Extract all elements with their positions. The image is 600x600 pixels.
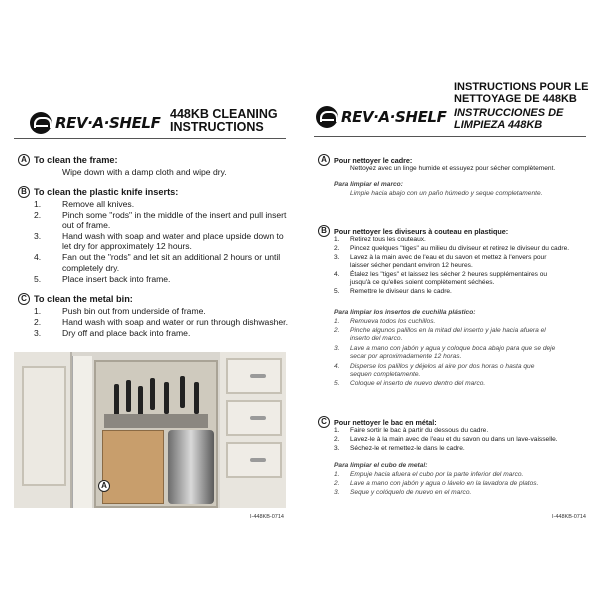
section-subheading-es: Para limpiar el marco:: [334, 181, 403, 188]
page-title-line: 448KB CLEANING: [170, 107, 278, 121]
step-text-es: Seque y colóquelo de nuevo en el marco.: [350, 489, 472, 496]
step-number: 4.: [334, 363, 340, 370]
step-text: Place insert back into frame.: [62, 274, 171, 284]
step-text: Retirez tous les couteaux.: [350, 236, 426, 243]
step-number: 2.: [334, 436, 340, 443]
page-title-fr: [454, 82, 588, 105]
drawer-stack: [220, 352, 286, 508]
step-text: Étalez les "tiges" et laissez les sécher 2 heures supplémentaires ou: [350, 271, 548, 278]
step-number: 1.: [334, 318, 340, 325]
section-badge-a: A: [318, 154, 330, 166]
step-text: jusqu'à ce qu'elles soient complètement séchées.: [350, 279, 495, 286]
cabinet-door-edge: [72, 356, 92, 508]
cabinet-door: [22, 366, 66, 486]
cutting-board: [102, 430, 164, 504]
step-number: 1.: [334, 427, 340, 434]
section-heading: To clean the plastic knife inserts:: [34, 187, 179, 197]
step-number: 3.: [334, 489, 340, 496]
step-text: Remove all knives.: [62, 199, 135, 209]
step-text: Remettre le diviseur dans le cadre.: [350, 288, 452, 295]
step-text-es: inserto del marco.: [350, 335, 403, 342]
french-spanish-page: [300, 0, 600, 600]
step-text: laisser sécher pendant environ 12 heures.: [350, 262, 473, 269]
step-text: Pinch some "rods" in the middle of the insert and pull insert: [62, 210, 287, 220]
logo-mark-icon: [316, 106, 338, 128]
step-number: 5.: [34, 274, 42, 284]
page-title-line: INSTRUCTIONS: [170, 120, 264, 134]
step-number: 3.: [334, 445, 340, 452]
photo-badge-a: A: [98, 480, 110, 492]
step-text-es: sequen completamente.: [350, 371, 421, 378]
header-divider: [314, 136, 586, 137]
step-number: 2.: [334, 245, 340, 252]
step-text: Hand wash with soap and water or run through dishwasher.: [62, 317, 288, 327]
section-badge-a: A: [18, 154, 30, 166]
step-text-es: Disperse los palillos y déjelos al aire por dos horas o hasta que: [350, 363, 535, 370]
section-heading: Pour nettoyer le bac en métal:: [334, 418, 437, 427]
section-heading: Pour nettoyer le cadre:: [334, 156, 413, 165]
step-number: 1.: [334, 471, 340, 478]
product-photo: [14, 352, 286, 508]
step-number: 2.: [334, 327, 340, 334]
metal-bin: [168, 430, 214, 504]
step-text: Faire sortir le bac à partir du dessous du cadre.: [350, 427, 489, 434]
knife-handle: [164, 382, 169, 414]
step-text: Hand wash with soap and water and place upside down to: [62, 231, 284, 241]
step-text: Séchez-le et remettez-le dans le cadre.: [350, 445, 465, 452]
page-title-line: INSTRUCCIONES DE: [454, 107, 564, 119]
step-text-es: secar por aproximadamente 12 horas.: [350, 353, 462, 360]
header-divider: [14, 138, 286, 139]
step-text: Dry off and place back into frame.: [62, 328, 191, 338]
step-number: 5.: [334, 288, 340, 295]
step-number: 3.: [34, 231, 42, 241]
step-number: 2.: [334, 480, 340, 487]
step-number: 5.: [334, 380, 340, 387]
section-text-es: Limpie hacia abajo con un paño húmedo y seque completamente.: [350, 190, 543, 197]
step-number: 4.: [334, 271, 340, 278]
knife-handle: [114, 384, 119, 416]
step-number: 3.: [334, 254, 340, 261]
step-text-es: Pinche algunos palillos en la mitad del inserto y jale hacia afuera el: [350, 327, 546, 334]
step-text: completely dry.: [62, 263, 120, 273]
logo-wordmark: REV·A·SHELF: [341, 108, 447, 126]
drawer-handle: [250, 416, 266, 420]
step-text-es: Empuje hacia afuera el cubo por la parte inferior del marco.: [350, 471, 524, 478]
logo-wordmark: REV·A·SHELF: [55, 114, 161, 132]
step-number: 2.: [34, 317, 42, 327]
page-title-line: NETTOYAGE DE 448KB: [454, 92, 577, 105]
section-text: Wipe down with a damp cloth and wipe dry.: [62, 167, 227, 177]
drawer: [226, 442, 282, 478]
step-text-es: Coloque el inserto de nuevo dentro del marco.: [350, 380, 486, 387]
section-heading: To clean the frame:: [34, 155, 118, 165]
step-number: 1.: [334, 236, 340, 243]
section-badge-b: B: [18, 186, 30, 198]
rev-a-shelf-logo: [30, 112, 160, 134]
step-number: 4.: [34, 252, 42, 262]
page-title: [170, 108, 278, 134]
step-text-es: Lave a mano con jabón y agua y coloque boca abajo para que se deje: [350, 345, 556, 352]
step-number: 3.: [34, 328, 42, 338]
step-text: Push bin out from underside of frame.: [62, 306, 206, 316]
step-number: 1.: [34, 199, 42, 209]
knife-handle: [180, 376, 185, 408]
step-number: 2.: [34, 210, 42, 220]
section-text: Nettoyez avec un linge humide et essuyez pour sécher complètement.: [350, 165, 556, 172]
step-text: let dry for approximately 12 hours.: [62, 241, 192, 251]
drawer-handle: [250, 374, 266, 378]
step-text-es: Lave a mano con jabón y agua o lávelo en la lavadora de platos.: [350, 480, 539, 487]
step-number: 1.: [34, 306, 42, 316]
step-text-es: Remueva todos los cuchillos.: [350, 318, 436, 325]
page-title-line: INSTRUCTIONS POUR LE: [454, 81, 589, 93]
drawer: [226, 358, 282, 394]
section-subheading-es: Para limpiar el cubo de metal:: [334, 462, 428, 469]
logo-mark-icon: [30, 112, 52, 134]
step-number: 3.: [334, 345, 340, 352]
knife-handle: [126, 380, 131, 412]
drawer: [226, 400, 282, 436]
section-badge-c: C: [318, 416, 330, 428]
knife-handle: [150, 378, 155, 410]
knife-handle: [194, 382, 199, 414]
document-code: I-448KB-0714: [552, 514, 586, 520]
step-text: out of frame.: [62, 220, 111, 230]
drawer-handle: [250, 458, 266, 462]
page-title-es: [454, 108, 563, 131]
rev-a-shelf-logo: [316, 106, 446, 128]
step-text: Fan out the "rods" and let sit an additional 2 hours or until: [62, 252, 281, 262]
document-code: I-448KB-0714: [250, 514, 284, 520]
step-text: Pincez quelques "tiges" au milieu du diviseur et retirez le diviseur du cadre.: [350, 245, 570, 252]
page-title-line: LIMPIEZA 448KB: [454, 118, 543, 131]
step-text: Lavez à la main avec de l'eau et du savon et mettez à l'envers pour: [350, 254, 547, 261]
section-badge-c: C: [18, 293, 30, 305]
step-text: Lavez-le à la main avec de l'eau et du savon ou dans un lave-vaisselle.: [350, 436, 558, 443]
section-subheading-es: Para limpiar los insertos de cuchilla plástico:: [334, 309, 476, 316]
knife-insert: [104, 414, 208, 428]
section-heading: To clean the metal bin:: [34, 294, 133, 304]
section-heading: Pour nettoyer les diviseurs à couteau en plastique:: [334, 227, 509, 236]
section-badge-b: B: [318, 225, 330, 237]
